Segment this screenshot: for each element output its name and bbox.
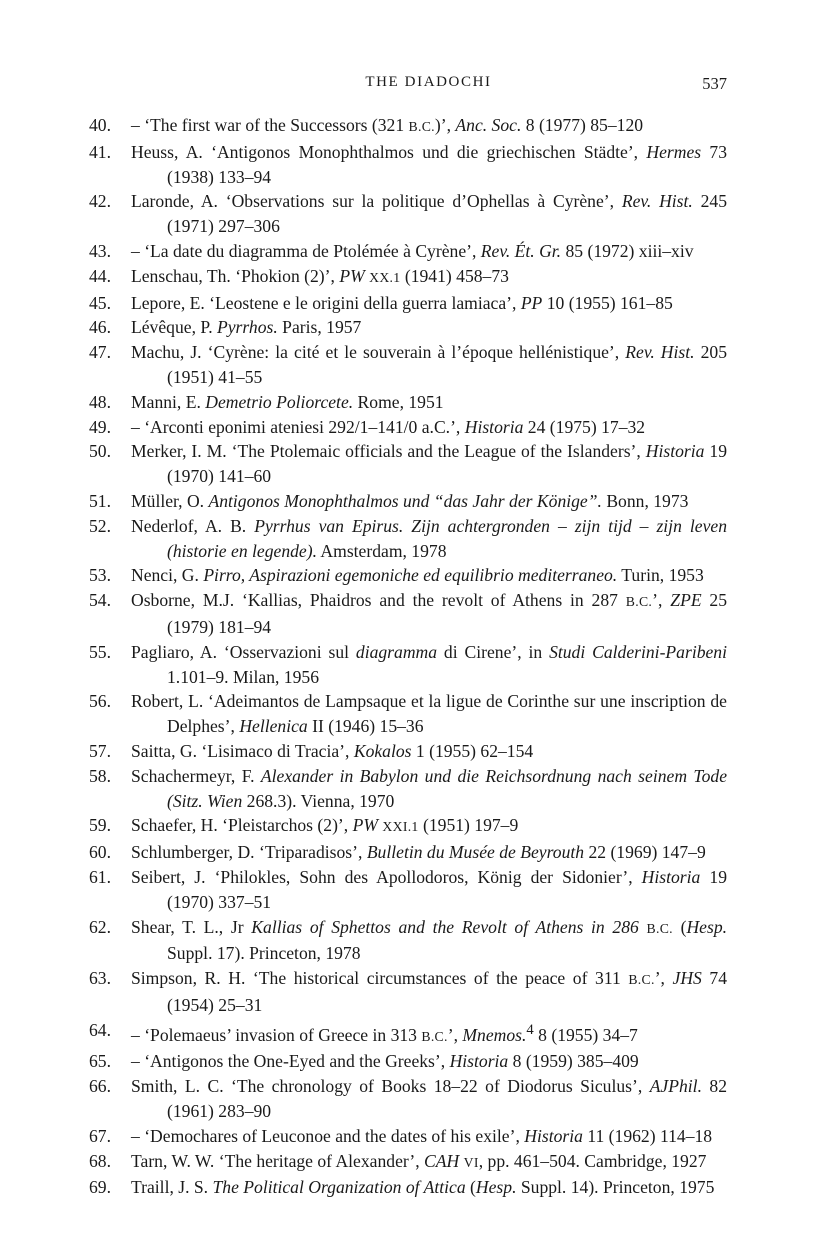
entry-text: Laronde, A. ‘Observations sur la politique d’Ophellas à Cyrène’, Rev. Hist. 245 (1971) 297–306	[131, 191, 727, 237]
entry-number: 64.	[89, 1019, 111, 1040]
entry-text: Manni, E. Demetrio Poliorcete. Rome, 1951	[131, 391, 444, 412]
bibliography-entry	[89, 113, 727, 140]
entry-text: Traill, J. S. The Political Organization of Attica (Hesp. Suppl. 14). Princeton, 1975	[131, 1177, 715, 1198]
entry-number: 57.	[89, 740, 111, 761]
bibliography-entry	[89, 291, 727, 316]
entry-number: 40.	[89, 115, 111, 135]
entry-text: – ‘Polemaeus’ invasion of Greece in 313 B.C.’, Mnemos.$^4$ 8 (1955) 34–7	[131, 1021, 638, 1045]
entry-number: 69.	[89, 1177, 111, 1198]
bibliography-entry	[89, 563, 727, 588]
entry-text: – ‘The first war of the Successors (321 B.C.)’, Anc. Soc. 8 (1977) 85–120	[131, 115, 644, 135]
bibliography-entry	[89, 415, 727, 440]
bibliography-entry	[89, 739, 727, 764]
entry-number: 52.	[89, 515, 111, 536]
bibliography-entry	[89, 1124, 727, 1149]
entry-number: 51.	[89, 490, 111, 511]
entry-number: 54.	[89, 590, 111, 611]
entry-number: 62.	[89, 916, 111, 937]
entry-number: 68.	[89, 1150, 111, 1171]
entry-number: 67.	[89, 1125, 111, 1146]
bibliography-entry	[89, 239, 727, 264]
entry-text: Nenci, G. Pirro, Aspirazioni egemoniche ed equilibrio mediterraneo. Turin, 1953	[131, 565, 704, 586]
entry-text: Machu, J. ‘Cyrène: la cité et le souverain à l’époque hellénistique’, Rev. Hist. 205 (1951) 41–55	[131, 342, 727, 387]
entry-number: 49.	[89, 416, 111, 437]
entry-text: Simpson, R. H. ‘The historical circumstances of the peace of 311 B.C.’, JHS 74 (1954) 25–31	[131, 968, 727, 1015]
entry-number: 46.	[89, 317, 111, 338]
entry-number: 63.	[89, 968, 111, 989]
bibliography-entry	[89, 840, 727, 865]
bibliography-entry	[89, 390, 727, 415]
bibliography-entry	[89, 1074, 727, 1124]
entry-text: Lepore, E. ‘Leostene e le origini della guerra lamiaca’, PP 10 (1955) 161–85	[131, 292, 673, 313]
entry-text: Müller, O. Antigonos Monophthalmos und “das Jahr der Könige”. Bonn, 1973	[131, 490, 689, 511]
entry-text: – ‘Antigonos the One-Eyed and the Greeks’, Historia 8 (1959) 385–409	[131, 1051, 639, 1072]
entry-text: Heuss, A. ‘Antigonos Monophthalmos und die griechischen Städte’, Hermes 73 (1938) 133–94	[131, 141, 727, 187]
entry-text: Schachermeyr, F. Alexander in Babylon und die Reichsordnung nach seinem Tode (Sitz. Wien 268.3). Vienna, 1970	[131, 765, 727, 811]
entry-number: 48.	[89, 391, 111, 412]
entry-number: 41.	[89, 141, 111, 162]
entry-text: Smith, L. C. ‘The chronology of Books 18–22 of Diodorus Siculus’, AJPhil. 82 (1961) 283–90	[131, 1076, 727, 1121]
entry-text: Schlumberger, D. ‘Triparadisos’, Bulletin du Musée de Beyrouth 22 (1969) 147–9	[131, 842, 706, 863]
entry-text: – ‘Arconti eponimi ateniesi 292/1–141/0 a.C.’, Historia 24 (1975) 17–32	[131, 416, 646, 437]
entry-text: Robert, L. ‘Adeimantos de Lampsaque et la ligue de Corinthe sur une inscription de Delphes’, Hellenica II (1946) 15–36	[131, 691, 727, 737]
bibliography-entry	[89, 340, 727, 390]
entry-text: Tarn, W. W. ‘The heritage of Alexander’, CAH VI, pp. 461–504. Cambridge, 1927	[131, 1150, 707, 1171]
entry-text: – ‘Demochares of Leuconoe and the dates of his exile’, Historia 11 (1962) 114–18	[131, 1125, 713, 1146]
entry-text: Saitta, G. ‘Lisimaco di Tracia’, Kokalos 1 (1955) 62–154	[131, 740, 534, 761]
bibliography-entry	[89, 189, 727, 239]
entry-text: Nederlof, A. B. Pyrrhus van Epirus. Zijn achtergronden – zijn tijd – zijn leven (historie en legende). Amsterdam, 1978	[131, 515, 727, 561]
bibliography-entry	[89, 813, 727, 840]
bibliography-entry	[89, 1149, 727, 1176]
bibliography-list	[89, 113, 727, 1200]
entry-number: 59.	[89, 815, 111, 836]
entry-text: Pagliaro, A. ‘Osservazioni sul diagramma di Cirene’, in Studi Calderini-Paribeni 1.101–9. Milan, 1956	[131, 641, 727, 687]
entry-text: Lévêque, P. Pyrrhos. Paris, 1957	[131, 317, 362, 338]
entry-text: Seibert, J. ‘Philokles, Sohn des Apollodoros, König der Sidonier’, Historia 19 (1970) 337–51	[131, 866, 727, 912]
bibliography-entry	[89, 966, 727, 1018]
bibliography-entry	[89, 640, 727, 690]
entry-number: 65.	[89, 1051, 111, 1072]
entry-number: 61.	[89, 866, 111, 887]
entry-number: 47.	[89, 342, 111, 363]
bibliography-entry	[89, 439, 727, 489]
bibliography-entry	[89, 264, 727, 291]
bibliography-entry	[89, 915, 727, 967]
entry-text: – ‘La date du diagramma de Ptolémée à Cyrène’, Rev. Ét. Gr. 85 (1972) xiii–xiv	[131, 240, 694, 261]
entry-number: 44.	[89, 265, 111, 286]
bibliography-entry	[89, 588, 727, 640]
entry-text: Schaefer, H. ‘Pleistarchos (2)’, PW XXI.1 (1951) 197–9	[131, 815, 519, 836]
entry-text: Lenschau, Th. ‘Phokion (2)’, PW XX.1 (1941) 458–73	[131, 265, 509, 286]
bibliography-entry	[89, 1018, 727, 1050]
entry-number: 58.	[89, 765, 111, 786]
bibliography-entry	[89, 865, 727, 915]
entry-number: 42.	[89, 191, 111, 212]
entry-number: 43.	[89, 240, 111, 261]
entry-number: 50.	[89, 441, 111, 462]
bibliography-entry	[89, 514, 727, 564]
bibliography-entry	[89, 140, 727, 190]
bibliography-entry	[89, 689, 727, 739]
bibliography-entry	[89, 764, 727, 814]
entry-text: Shear, T. L., Jr Kallias of Sphettos and the Revolt of Athens in 286 B.C. (Hesp. Suppl. 17). Princeton, 1978	[131, 916, 728, 964]
entry-text: Osborne, M.J. ‘Kallias, Phaidros and the revolt of Athens in 287 B.C.’, ZPE 25 (1979) 181–94	[131, 590, 728, 637]
entry-number: 66.	[89, 1076, 111, 1097]
bibliography-entry	[89, 1049, 727, 1074]
bibliography-entry	[89, 1175, 727, 1200]
running-head	[130, 74, 727, 98]
entry-number: 53.	[89, 565, 111, 586]
entry-number: 45.	[89, 292, 111, 313]
entry-number: 55.	[89, 641, 111, 662]
bibliography-entry	[89, 315, 727, 340]
running-title: THE DIADOCHI	[365, 74, 492, 90]
bibliography-entry	[89, 489, 727, 514]
entry-number: 60.	[89, 842, 111, 863]
page-number: 537	[702, 74, 727, 93]
entry-text: Merker, I. M. ‘The Ptolemaic officials and the League of the Islanders’, Historia 19 (1970) 141–60	[131, 441, 727, 487]
entry-number: 56.	[89, 691, 111, 712]
